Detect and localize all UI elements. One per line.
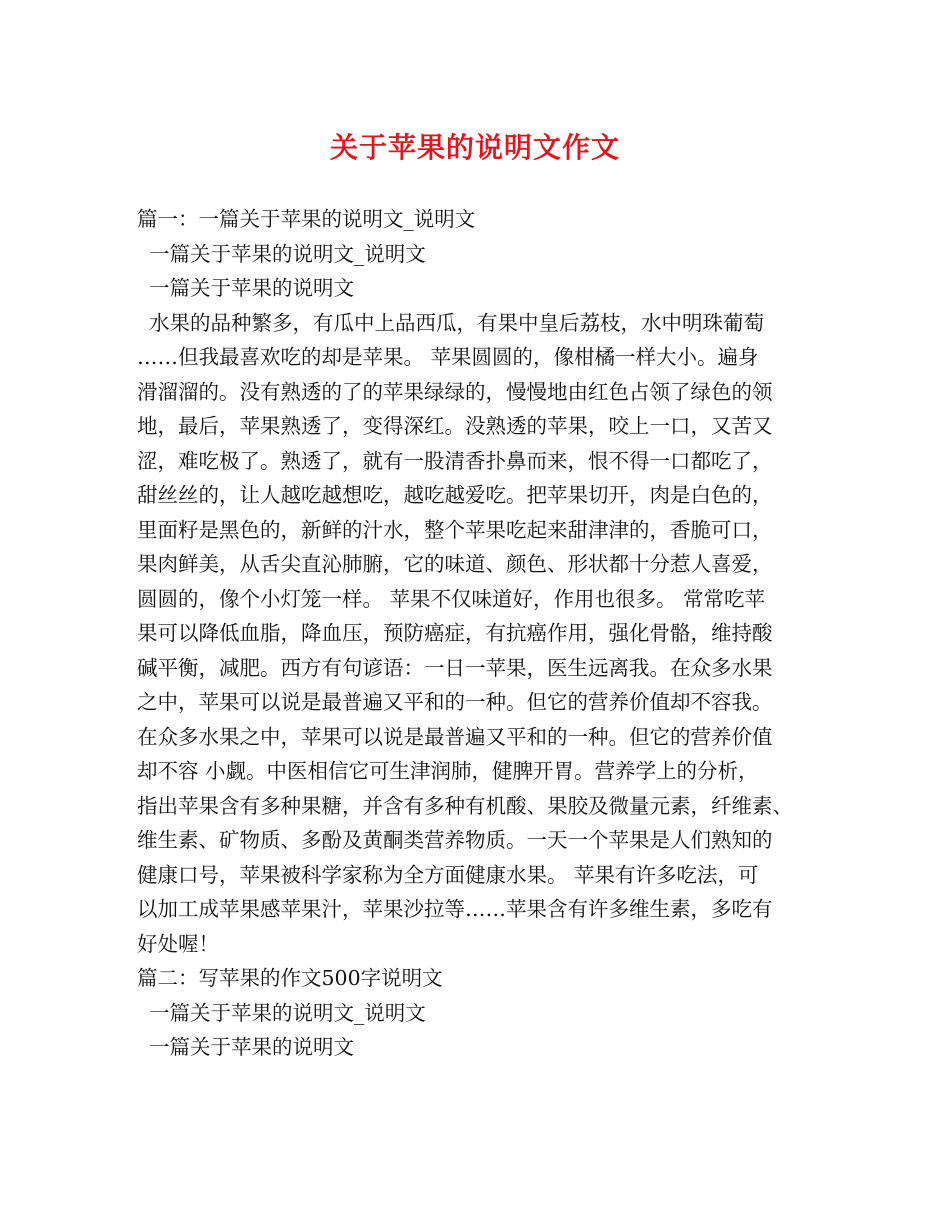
text-line: 维生素、矿物质、多酚及黄酮类营养物质。一天一个苹果是人们熟知的: [137, 828, 773, 852]
text-line: 一篇关于苹果的说明文: [149, 276, 354, 300]
text-line: 篇一：一篇关于苹果的说明文_说明文: [137, 207, 476, 231]
text-line: ……但我最喜欢吃的却是苹果。 苹果圆圆的，像柑橘一样大小。遍身: [137, 345, 759, 369]
text-line: 以加工成苹果感苹果汁，苹果沙拉等……苹果含有许多维生素，多吃有: [137, 897, 773, 921]
text-line: 一篇关于苹果的说明文_说明文: [149, 241, 426, 266]
text-line: 之中，苹果可以说是最普遍又平和的一种。但它的营养价值却不容我。: [137, 690, 773, 714]
text-line: 碱平衡，减肥。西方有句谚语：一日一苹果，医生远离我。在众多水果: [137, 655, 773, 680]
text-line: 在众多水果之中，苹果可以说是最普遍又平和的一种。但它的营养价值: [137, 724, 773, 749]
document-title: 关于苹果的说明文作文: [329, 131, 620, 164]
text-line: 甜丝丝的，让人越吃越想吃，越吃越爱吃。把苹果切开，肉是白色的，: [137, 483, 773, 507]
text-line: 水果的品种繁多，有瓜中上品西瓜，有果中皇后荔枝，水中明珠葡萄: [149, 310, 764, 335]
text-line: 指出苹果含有多种果糖，并含有多种有机酸、果胶及微量元素，纤维素、: [137, 793, 793, 818]
document-body: [137, 202, 827, 1065]
text-line: 果肉鲜美，从舌尖直沁肺腑，它的味道、颜色、形状都十分惹人喜爱，: [137, 552, 773, 576]
text-line: 却不容 小觑。中医相信它可生津润肺，健脾开胃。营养学上的分析，: [137, 759, 759, 783]
text-line: 好处喔！: [137, 931, 219, 956]
text-line: 地，最后，苹果熟透了，变得深红。没熟透的苹果，咬上一口，又苦又: [137, 414, 773, 438]
text-line: 涩，难吃极了。熟透了，就有一股清香扑鼻而来，恨不得一口都吃了，: [137, 448, 773, 473]
text-line: 圆圆的，像个小灯笼一样。 苹果不仅味道好，作用也很多。 常常吃苹: [137, 586, 766, 611]
text-line: 篇二：写苹果的作文500字说明文: [137, 966, 443, 990]
text-line: 果可以降低血脂，降血压，预防癌症，有抗癌作用，强化骨骼，维持酸: [137, 621, 773, 645]
text-line: 一篇关于苹果的说明文_说明文: [149, 1000, 426, 1025]
text-line: 滑溜溜的。没有熟透的了的苹果绿绿的，慢慢地由红色占领了绿色的领: [137, 379, 773, 404]
text-line: 里面籽是黑色的，新鲜的汁水，整个苹果吃起来甜津津的，香脆可口，: [137, 517, 773, 542]
text-line: 一篇关于苹果的说明文: [149, 1035, 354, 1059]
text-line: 健康口号，苹果被科学家称为全方面健康水果。 苹果有许多吃法，可: [137, 862, 759, 887]
